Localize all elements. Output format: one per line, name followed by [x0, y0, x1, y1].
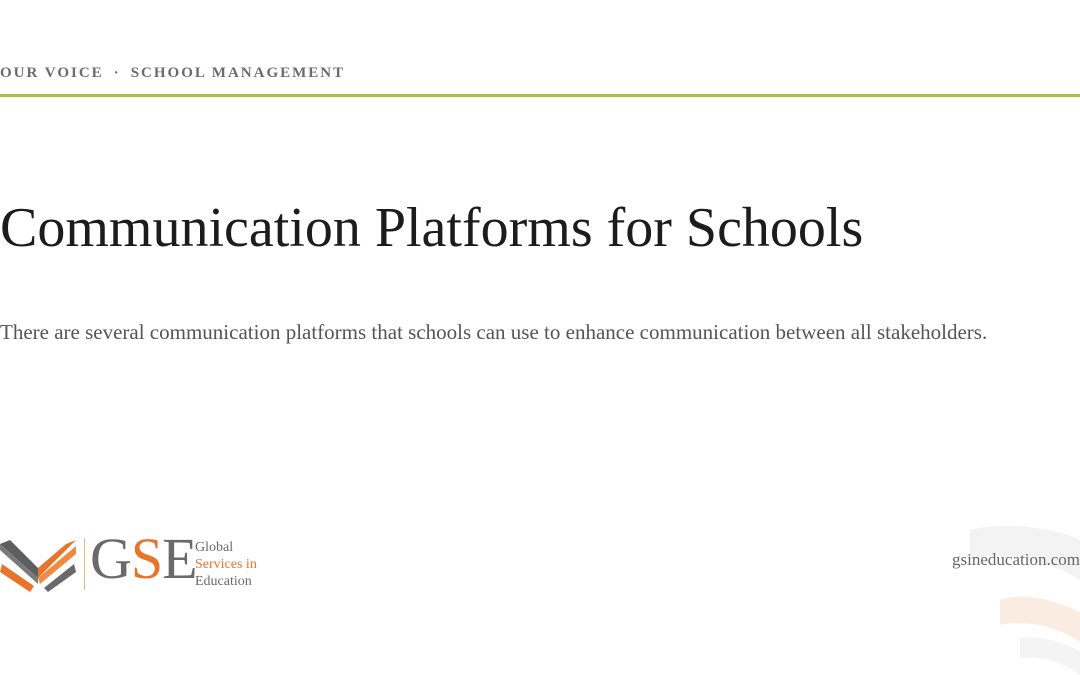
logo-divider — [84, 538, 85, 590]
logo-tagline — [195, 539, 257, 590]
logo-wordmark: GSE — [90, 526, 197, 591]
breadcrumb — [0, 65, 345, 82]
header-divider — [0, 94, 1080, 97]
website-link[interactable]: gsineducation.com — [952, 550, 1080, 569]
breadcrumb-category[interactable]: SCHOOL MANAGEMENT — [130, 65, 346, 81]
page-title: Communication Platforms for Schools — [0, 197, 864, 259]
decorative-swoosh — [970, 520, 1080, 675]
gse-logo[interactable] — [0, 526, 290, 594]
book-mark-icon — [0, 538, 78, 592]
logo-line-education: Education — [195, 574, 252, 589]
page-subtitle: There are several communication platforms that schools can use to enhance communication between all stakeholders. — [0, 320, 988, 344]
logo-line-services: Services in — [195, 557, 257, 572]
logo-line-global: Global — [195, 540, 234, 555]
breadcrumb-separator: · — [113, 65, 121, 81]
breadcrumb-section[interactable]: OUR VOICE — [0, 65, 104, 81]
